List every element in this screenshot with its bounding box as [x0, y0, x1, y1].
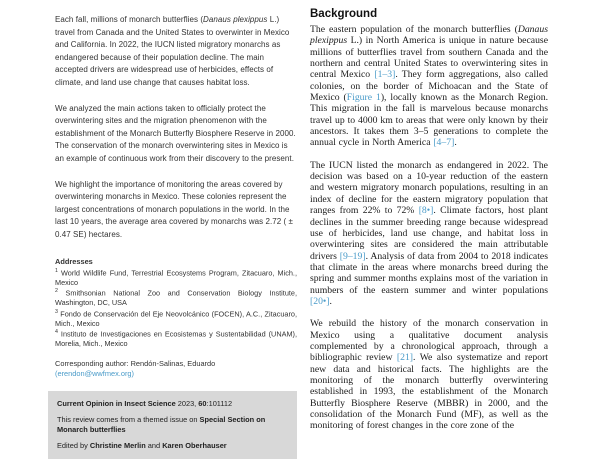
text-segment: . Analysis of data from 2004 to 2018 indicates that climate in the areas where monarchs breed during the spring and summer months explains most of the variation in numbers of the eastern summer and winter populations	[310, 250, 548, 296]
text-segment: . We also systematize and report new data and historical facts. The highlights are the monitoring of the monarch butterfly overwintering established in 1993, the establishment of the Monarch Butterfly Biosphere Reserve (MBBR) in 2000, and the consolidation of the Monarch Fund (MF), as well as the monitoring of forest changes in the core zone of the	[310, 352, 548, 432]
text-segment: 2023,	[175, 399, 199, 409]
text-segment: We rebuild the history of the monarch conservation in Mexico using a qualitative document analysis complemented by a chronological approach, through a bibliographic review	[310, 318, 548, 364]
corresponding-author-block	[55, 359, 297, 378]
text-segment: 60	[198, 399, 207, 409]
text-segment: 1	[55, 267, 58, 274]
address-item	[55, 308, 297, 329]
text-segment: Special Section on Monarch butterflies	[57, 414, 266, 434]
text-segment: We analyzed the main actions taken to officially protect the overwintering sites and the migration phenomenon with the establishment of the Monarch Butterfly Biosphere Reserve in 2000. The conservation of the monarch overwintering sites in Mexico is an example of continuous work from their discovery to the present.	[55, 103, 296, 163]
text-segment: Danaus plexippus	[310, 24, 548, 47]
text-segment: This review comes from a themed issue on	[57, 414, 200, 424]
text-segment: Edited by	[57, 440, 90, 450]
text-segment: .	[454, 137, 457, 149]
abstract-paragraph-1	[55, 14, 297, 90]
text-segment: 3	[55, 308, 58, 315]
citation-link[interactable]: Figure 1	[346, 92, 381, 104]
text-segment: Current Opinion in Insect Science	[57, 399, 176, 409]
text-segment: The eastern population of the monarch butterflies (	[310, 24, 518, 35]
abstract-paragraph-2	[55, 103, 297, 166]
text-segment: Christine Merlin	[89, 440, 146, 450]
text-segment: The IUCN listed the monarch as endangered in 2022. The decision was based on a 10-year reduction of the eastern and western migratory monarch populations, resulting in an index of decline for the eastern migratory population that ranges from 22% to 72%	[310, 159, 548, 217]
text-segment: 4	[55, 329, 58, 336]
text-segment: L.) travel from Canada and the United States to overwinter in Mexico and California. In 2022, the IUCN listed migratory monarchs as endangered because of their population decline. The main accepted drivers are widespread use of herbicides, effects of climate, and land use change that causes habitat loss.	[55, 15, 290, 87]
body-paragraph-1	[310, 24, 548, 149]
citation-link[interactable]: [4–7]	[433, 137, 455, 149]
editors-line	[57, 441, 288, 451]
address-item	[55, 287, 297, 308]
text-segment: Each fall, millions of monarch butterflies (	[55, 15, 204, 24]
addresses-section	[55, 257, 297, 349]
abstract-paragraph-3	[55, 179, 297, 242]
address-item	[55, 267, 297, 288]
text-segment: 2	[55, 288, 58, 295]
themed-issue-line	[57, 415, 288, 435]
body-paragraph-3	[310, 318, 548, 431]
text-segment: Smithsonian National Zoo and Conservation Biology Institute, Washington, DC, USA	[55, 288, 297, 308]
text-segment: . They form aggregations, also called colonies, on the border of Michoacan and the State of Mexico (	[310, 69, 548, 104]
text-segment: and	[145, 440, 163, 450]
citation-link[interactable]: [9–19]	[339, 250, 366, 262]
body-paragraph-2	[310, 160, 548, 307]
left-column	[48, 14, 297, 459]
text-segment: ), locally known as the Monarch Region. This migration in the fall is marvelous because monarchs travel up to 4000 km to areas that were only known by their ancestors. It takes them 3–5 generations to complete the annual cycle in North America	[310, 92, 549, 149]
text-segment: Fondo de Conservación del Eje Neovolcánico (FOCEN), A.C., Zitacuaro, Mich., Mexico	[55, 309, 297, 328]
email-link[interactable]: (erendon@wwfmex.org)	[55, 368, 134, 378]
citation-link[interactable]: [20•]	[310, 295, 330, 307]
text-segment: Danaus plexippus	[203, 15, 268, 24]
text-segment: .	[329, 295, 332, 307]
text-segment: Karen Oberhauser	[162, 440, 227, 450]
citation-link[interactable]: [1–3]	[374, 69, 396, 81]
section-heading-background: Background	[310, 8, 378, 20]
citation-link[interactable]: [21]	[396, 352, 414, 364]
citation-link[interactable]: [8•]	[418, 205, 434, 217]
journal-info-box	[48, 391, 297, 459]
text-segment: :101112	[206, 399, 233, 409]
journal-citation-line	[57, 399, 288, 409]
text-segment: . Climate factors, host plant declines in the summer breeding range because widespread use of herbicides, land use change, and habitat loss in overwintering sites are considered the main attributable drivers	[310, 205, 548, 262]
right-column	[310, 8, 548, 443]
address-item	[55, 328, 297, 349]
corresponding-author-line: Corresponding author: Rendón-Salinas, Eduardo	[55, 358, 216, 368]
text-segment: World Wildlife Fund, Terrestrial Ecosystems Program, Zitacuaro, Mich., Mexico	[55, 267, 297, 287]
text-segment: L.) in North America is unique in nature because millions of butterflies travel from southern Canada and the northern and central United States to overwintering sites in central Mexico	[310, 35, 548, 81]
addresses-heading: Addresses	[55, 256, 93, 266]
text-segment: Instituto de Investigaciones en Ecosistemas y Sustentabilidad (UNAM), Morelia, Mich., Mexico	[55, 329, 297, 349]
text-segment: We highlight the importance of monitoring the areas covered by overwintering monarchs in Mexico. These colonies represent the largest concentrations of monarch populations in the world. In the last 10 years, the average area covered by monarchs was 2.72 ( ± 0.47 SE) hectares.	[55, 179, 293, 239]
